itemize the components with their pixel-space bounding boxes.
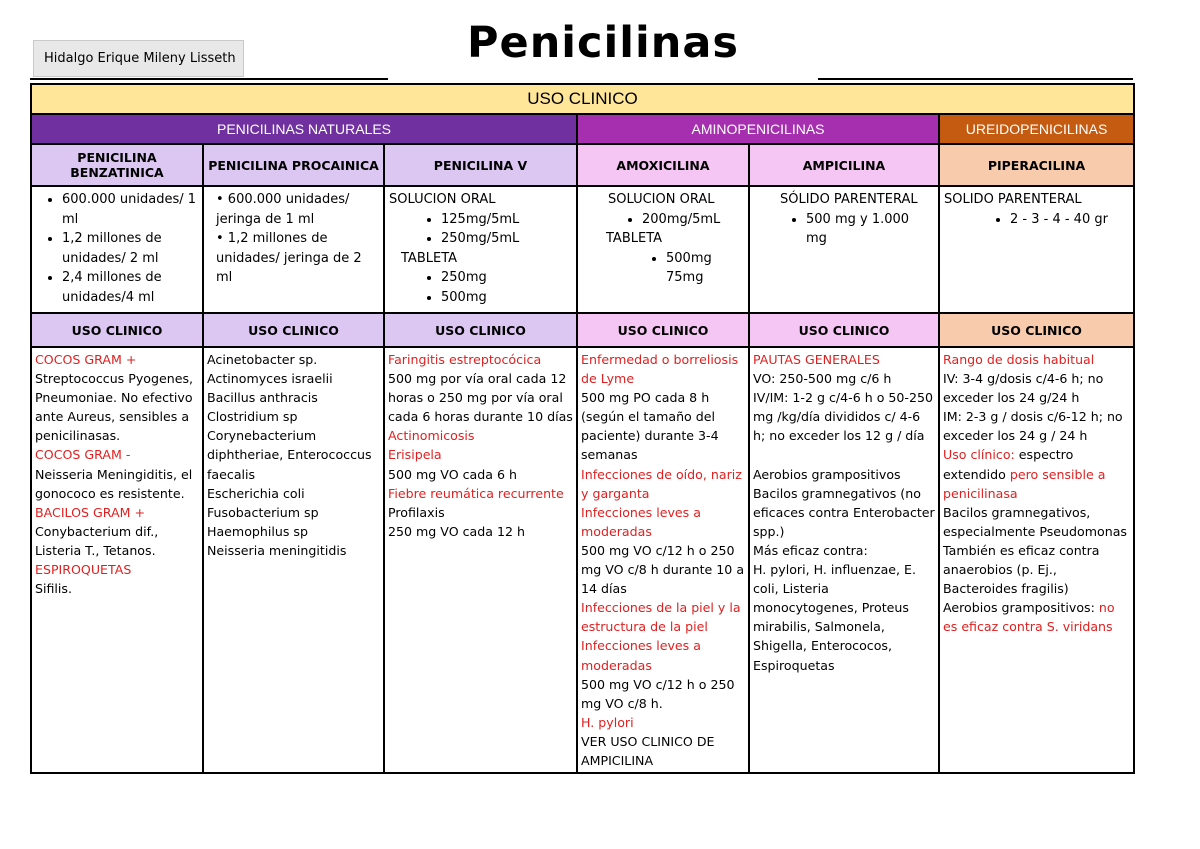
dose-ampicilina bbox=[749, 186, 939, 313]
title-rule-left bbox=[30, 78, 388, 80]
uso-ampicilina bbox=[749, 347, 939, 773]
drug-penicilina-v: PENICILINA V bbox=[384, 144, 577, 186]
dose-item: • 1,2 millones de unidades/ 2 ml bbox=[62, 229, 198, 268]
uso-penicilina-v bbox=[384, 347, 577, 773]
dose-item: • 2 - 3 - 4 - 40 gr bbox=[1010, 210, 1129, 230]
uso-paragraph: Enfermedad o borreliosis de Lyme bbox=[581, 352, 739, 387]
uso-paragraph: COCOS GRAM + bbox=[35, 352, 137, 367]
uso-paragraph: Profilaxis bbox=[388, 504, 445, 520]
uso-paragraph: Neisseria meningitidis bbox=[207, 542, 347, 558]
dose-label: TABLETA bbox=[401, 250, 458, 266]
group-ureido-header: UREIDOPENICILINAS bbox=[939, 114, 1134, 144]
uso-paragraph: Infecciones de oído, nariz y garganta bbox=[581, 466, 742, 501]
drug-piperacilina: PIPERACILINA bbox=[939, 144, 1134, 186]
uso-paragraph: VER USO CLINICO DE AMPICILINA bbox=[581, 733, 715, 768]
uso-text-segment: Uso clínico: bbox=[943, 447, 1015, 463]
uso-header-penicilina-v: USO CLINICO bbox=[384, 313, 577, 347]
uso-text-segment: no es eficaz contra S. viridans bbox=[943, 600, 1115, 635]
dose-item: • 250mg/5mL bbox=[441, 229, 572, 249]
dose-item: • 600.000 unidades/ 1 ml bbox=[62, 190, 198, 229]
title-rule-right bbox=[818, 78, 1133, 80]
uso-paragraph: Corynebacterium diphtheriae, Enterococcus faecalis bbox=[207, 428, 372, 482]
uso-paragraph: Aerobios grampositivos bbox=[753, 466, 901, 482]
dose-item: • 1,2 millones de unidades/ jeringa de 2 ml bbox=[216, 231, 362, 285]
uso-paragraph: Actinomyces israelii bbox=[207, 371, 333, 387]
dose-label: SOLUCION ORAL bbox=[608, 192, 715, 207]
penicillin-table bbox=[30, 83, 1135, 774]
dose-label: SOLUCION ORAL bbox=[389, 192, 496, 207]
drug-benzatinica: PENICILINA BENZATINICA bbox=[31, 144, 203, 186]
uso-paragraph: Streptococcus Pyogenes, Pneumoniae. No efectivo ante Aureus, sensibles a penicilinasas. bbox=[35, 371, 194, 444]
uso-paragraph: IV/IM: 1-2 g c/4-6 h o 50-250 mg /kg/día divididos c/ 4-6 h; no exceder los 12 g / día bbox=[753, 390, 934, 444]
uso-paragraph: H. pylori bbox=[581, 714, 634, 730]
dose-item: • 500mg bbox=[441, 288, 572, 308]
uso-paragraph: 500 mg PO cada 8 h (según el tamaño del paciente) durante 3-4 semanas bbox=[581, 390, 719, 463]
uso-paragraph: 500 mg por vía oral cada 12 horas o 250 mg por vía oral cada 6 horas durante 10 días bbox=[388, 371, 573, 425]
uso-paragraph: ESPIROQUETAS bbox=[35, 562, 132, 578]
uso-amoxicilina bbox=[577, 347, 749, 773]
uso-paragraph: Sifilis. bbox=[35, 581, 72, 597]
dose-item: • 500mg bbox=[666, 249, 744, 269]
drug-amoxicilina: AMOXICILINA bbox=[577, 144, 749, 186]
uso-paragraph: Infecciones leves a moderadas bbox=[581, 504, 701, 539]
uso-paragraph: Fusobacterium sp bbox=[207, 504, 319, 520]
uso-paragraph: Neisseria Meningiditis, el gonococo es resistente. bbox=[35, 466, 193, 501]
dose-label: TABLETA bbox=[606, 231, 663, 246]
uso-paragraph: Fiebre reumática recurrente bbox=[388, 485, 564, 501]
dose-item: • 500 mg y 1.000 mg bbox=[806, 210, 934, 249]
uso-paragraph: Infecciones leves a moderadas bbox=[581, 638, 701, 673]
uso-paragraph: H. pylori, H. influenzae, E. coli, Listeria monocytogenes, Proteus mirabilis, Salmonela, Shigella, Enterococos, Espiroquetas bbox=[753, 562, 917, 673]
uso-paragraph: BACILOS GRAM + bbox=[35, 504, 146, 520]
dose-item: • 2,4 millones de unidades/4 ml bbox=[62, 268, 198, 307]
uso-procainica bbox=[203, 347, 384, 773]
dose-item: • 250mg bbox=[441, 268, 572, 288]
uso-clinico-header: USO CLINICO bbox=[31, 84, 1134, 114]
dose-item: 75mg bbox=[666, 270, 704, 285]
dose-label: SOLIDO PARENTERAL bbox=[944, 192, 1082, 207]
uso-benzatinica bbox=[31, 347, 203, 773]
uso-paragraph: COCOS GRAM - bbox=[35, 447, 131, 463]
dose-procainica bbox=[203, 186, 384, 313]
uso-paragraph: Haemophilus sp bbox=[207, 523, 308, 539]
uso-paragraph bbox=[943, 598, 1130, 636]
uso-paragraph: IM: 2-3 g / dosis c/6-12 h; no exceder los 24 g / 24 h bbox=[943, 409, 1123, 444]
uso-paragraph: Clostridium sp bbox=[207, 409, 298, 425]
group-amino-header: AMINOPENICILINAS bbox=[577, 114, 939, 144]
drug-procainica: PENICILINA PROCAINICA bbox=[203, 144, 384, 186]
uso-paragraph: Faringitis estreptocócica bbox=[388, 352, 542, 367]
uso-paragraph bbox=[943, 445, 1130, 502]
uso-paragraph: Erisipela bbox=[388, 447, 442, 463]
page-title: Penicilinas bbox=[467, 18, 739, 68]
uso-paragraph: IV: 3-4 g/dosis c/4-6 h; no exceder los 24 g/24 h bbox=[943, 371, 1104, 406]
dose-item: • 200mg/5mL bbox=[642, 210, 744, 230]
uso-paragraph: Rango de dosis habitual bbox=[943, 352, 1095, 367]
dose-label: SÓLIDO PARENTERAL bbox=[780, 192, 918, 207]
uso-header-benzatinica: USO CLINICO bbox=[31, 313, 203, 347]
uso-header-ampicilina: USO CLINICO bbox=[749, 313, 939, 347]
uso-text-segment: Aerobios grampositivos: bbox=[943, 600, 1099, 616]
dose-benzatinica bbox=[31, 186, 203, 313]
uso-paragraph: 500 mg VO cada 6 h bbox=[388, 466, 517, 482]
dose-item: • 125mg/5mL bbox=[441, 210, 572, 230]
uso-paragraph: VO: 250-500 mg c/6 h bbox=[753, 371, 892, 387]
uso-paragraph: Más eficaz contra: bbox=[753, 542, 868, 558]
uso-paragraph: 250 mg VO cada 12 h bbox=[388, 523, 525, 539]
uso-text-segment: pero sensible a penicilinasa bbox=[943, 466, 1106, 501]
uso-paragraph: También es eficaz contra anaerobios (p. Ej., Bacteroides fragilis) bbox=[943, 542, 1100, 597]
uso-paragraph: Actinomicosis bbox=[388, 428, 475, 444]
uso-paragraph: PAUTAS GENERALES bbox=[753, 352, 880, 367]
uso-paragraph: 500 mg VO c/12 h o 250 mg VO c/8 h. bbox=[581, 676, 735, 711]
uso-header-piperacilina: USO CLINICO bbox=[939, 313, 1134, 347]
group-naturales-header: PENICILINAS NATURALES bbox=[31, 114, 577, 144]
dose-penicilina-v bbox=[384, 186, 577, 313]
uso-paragraph: Escherichia coli bbox=[207, 485, 305, 501]
uso-header-amoxicilina: USO CLINICO bbox=[577, 313, 749, 347]
uso-header-procainica: USO CLINICO bbox=[203, 313, 384, 347]
dose-piperacilina bbox=[939, 186, 1134, 313]
uso-paragraph: Bacillus anthracis bbox=[207, 390, 318, 406]
dose-amoxicilina bbox=[577, 186, 749, 313]
uso-text-segment: espectro extendido bbox=[943, 447, 1074, 482]
drug-ampicilina: AMPICILINA bbox=[749, 144, 939, 186]
author-name: Hidalgo Erique Mileny Lisseth bbox=[33, 40, 244, 77]
uso-paragraph: Acinetobacter sp. bbox=[207, 352, 318, 367]
uso-paragraph: Conybacterium dif., Listeria T., Tetanos. bbox=[35, 523, 159, 558]
uso-paragraph: Bacilos gramnegativos, especialmente Pseudomonas bbox=[943, 504, 1127, 539]
uso-piperacilina bbox=[939, 347, 1134, 773]
dose-item: • 600.000 unidades/ jeringa de 1 ml bbox=[216, 192, 350, 227]
uso-paragraph: Infecciones de la piel y la estructura de la piel bbox=[581, 600, 741, 635]
uso-paragraph bbox=[753, 445, 935, 464]
uso-paragraph: Bacilos gramnegativos (no eficaces contra Enterobacter spp.) bbox=[753, 485, 935, 539]
uso-paragraph: 500 mg VO c/12 h o 250 mg VO c/8 h durante 10 a 14 días bbox=[581, 542, 745, 597]
